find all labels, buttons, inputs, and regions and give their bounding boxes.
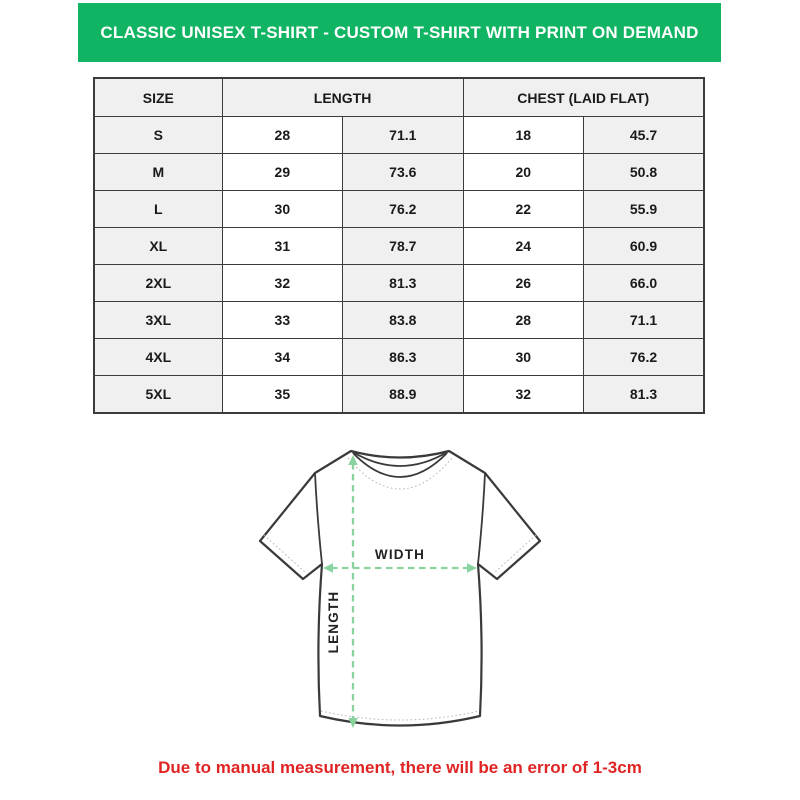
title-banner [78,3,721,62]
length-in-cell: 34 [222,339,342,376]
length-in-cell: 29 [222,154,342,191]
length-cm-cell: 81.3 [343,265,463,302]
chest-in-cell: 26 [463,265,583,302]
length-in-cell: 35 [222,376,342,414]
chest-in-cell: 18 [463,117,583,154]
chest-cm-cell: 45.7 [584,117,705,154]
length-in-cell: 31 [222,228,342,265]
chest-cm-cell: 81.3 [584,376,705,414]
chest-in-cell: 30 [463,339,583,376]
chest-cm-cell: 60.9 [584,228,705,265]
length-in-cell: 30 [222,191,342,228]
chest-cm-cell: 50.8 [584,154,705,191]
table-row [94,191,704,228]
size-cell: S [94,117,222,154]
chest-cm-cell: 66.0 [584,265,705,302]
length-cm-cell: 88.9 [343,376,463,414]
size-cell: M [94,154,222,191]
length-cm-cell: 76.2 [343,191,463,228]
page-title: CLASSIC UNISEX T-SHIRT - CUSTOM T-SHIRT WITH PRINT ON DEMAND [100,22,699,42]
length-cm-cell: 71.1 [343,117,463,154]
length-cm-cell: 86.3 [343,339,463,376]
size-cell: 3XL [94,302,222,339]
col-header-size: SIZE [94,78,222,117]
chest-in-cell: 24 [463,228,583,265]
chest-cm-cell: 71.1 [584,302,705,339]
length-label: LENGTH [326,590,341,654]
col-header-length: LENGTH [222,78,463,117]
chest-in-cell: 20 [463,154,583,191]
length-cm-cell: 73.6 [343,154,463,191]
size-cell: 4XL [94,339,222,376]
chest-cm-cell: 76.2 [584,339,705,376]
length-cm-cell: 78.7 [343,228,463,265]
width-label: WIDTH [374,547,426,562]
tshirt-diagram [240,428,560,758]
table-row [94,302,704,339]
table-header-row [94,78,704,117]
size-cell: 5XL [94,376,222,414]
table-row [94,265,704,302]
chest-in-cell: 28 [463,302,583,339]
col-header-chest: CHEST (LAID FLAT) [463,78,704,117]
chest-in-cell: 22 [463,191,583,228]
table-row [94,376,704,414]
length-in-cell: 33 [222,302,342,339]
length-in-cell: 28 [222,117,342,154]
table-row [94,228,704,265]
size-cell: 2XL [94,265,222,302]
size-cell: XL [94,228,222,265]
tshirt-outline [260,451,540,726]
length-in-cell: 32 [222,265,342,302]
chest-in-cell: 32 [463,376,583,414]
table-row [94,154,704,191]
length-cm-cell: 83.8 [343,302,463,339]
table-row [94,117,704,154]
chest-cm-cell: 55.9 [584,191,705,228]
size-table [93,77,705,414]
size-cell: L [94,191,222,228]
measurement-note: Due to manual measurement, there will be an error of 1-3cm [158,758,642,777]
table-row [94,339,704,376]
